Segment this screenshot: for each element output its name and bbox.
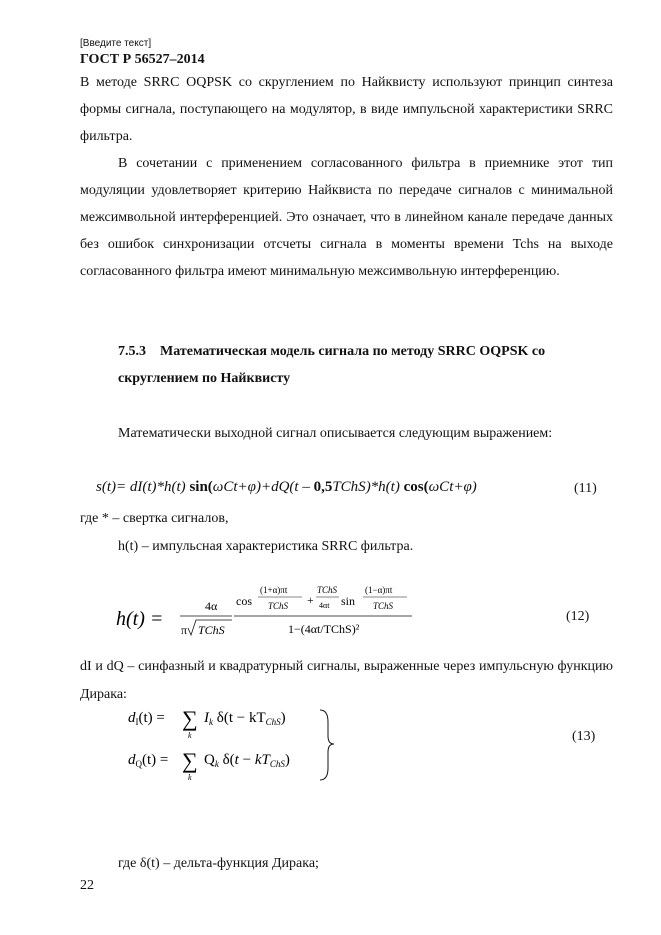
sum-icon: ∑ <box>182 706 198 731</box>
eq13-d1: $d_I(t)$ = <box>128 710 165 727</box>
brace-icon <box>320 710 334 780</box>
eq12-coef-num: 4α <box>205 599 218 613</box>
paragraph-nyquist <box>80 150 613 285</box>
eq12-cos: cos <box>236 594 252 608</box>
header-note: [Введите текст] <box>80 38 152 49</box>
eq12-denominator: 1−(4αt/TChS)² <box>288 622 360 636</box>
equation-intro: Математически выходной сигнал описывается следующим выражением: <box>118 426 553 441</box>
eq12-sin-den: TChS <box>373 601 394 611</box>
eq12-frac2-num: TChS <box>317 585 338 595</box>
eq13-q-term: $Q_k$ $\delta(t - kT_{ChS})$ <box>204 752 290 769</box>
section-number: 7.5.3 <box>118 344 146 359</box>
dirac-delta-definition: где δ(t) – дельта-функция Дирака; <box>118 856 319 871</box>
eq13-d2: $d_Q(t)$ = <box>128 752 169 769</box>
eq13-sum-index: k <box>188 773 192 782</box>
eq11-tchs: TChS <box>332 479 366 495</box>
eq11-arg1: ωCt+φ)+dQ(t – <box>212 479 314 495</box>
where-convolution: где * – свертка сигналов, <box>80 511 229 526</box>
paragraph-method <box>80 69 613 150</box>
eq12-lhs: h(t) = <box>116 608 164 630</box>
section-heading <box>118 338 613 392</box>
eq12-sin: sin <box>341 594 356 608</box>
eq12-plus: + <box>307 593 314 607</box>
eq12-coef-pi: π <box>181 623 188 637</box>
equation-13 <box>120 702 340 788</box>
eq11-cos: cos( <box>403 479 429 495</box>
eq13-i-term: $I_k$ $\delta(t - kT_{ChS})$ <box>204 710 286 727</box>
equation-12-number: (12) <box>566 609 590 624</box>
eq12-coef-t: TChS <box>198 623 225 637</box>
eq12-frac2-den: 4αt <box>319 601 330 610</box>
eq11-sin: sin( <box>189 479 213 495</box>
where-impulse: h(t) – импульсная характеристика SRRC фильтра. <box>118 539 414 554</box>
eq13-sum-index: k <box>188 731 192 740</box>
eq12-cos-den: TChS <box>268 601 289 611</box>
equation-13-number: (13) <box>572 729 596 744</box>
eq12-cos-num: (1+α)πt <box>260 585 288 595</box>
standard-title: ГОСТ Р 56527–2014 <box>80 52 205 67</box>
paragraph-text: В методе SRRC OQPSK со скруглением по Найквисту используют принцип синтеза формы сигнала, поступающего на модулятор, в виде импульсной характеристики SRRC фильтра. <box>80 75 613 144</box>
section-title: Математическая модель сигнала по методу SRRC OQPSK со скруглением по Найквисту <box>118 344 546 386</box>
equation-11-number: (11) <box>574 481 597 496</box>
eq11-lhs: s(t)= dI(t)*h(t) <box>96 479 190 495</box>
eq11-arg2: ωCt+φ) <box>428 479 477 495</box>
sum-icon: ∑ <box>182 748 198 773</box>
eq12-sin-num: (1−α)πt <box>365 585 393 595</box>
page-number: 22 <box>80 878 94 893</box>
equation-12 <box>110 580 470 650</box>
eq11-tail: )*h(t) <box>365 479 404 495</box>
equation-11 <box>96 479 477 496</box>
eq11-offset: 0,5 <box>313 479 333 495</box>
paragraph-text: В сочетании с применением согласованного фильтра в приемнике этот тип модуляции удовлетворяет критерию Найквиста по передаче сигналов с минимальной межсимвольной интерференцией. Это означает, что в линейном канале передаче данных без ошибок синхронизации отсчеты сигнала в моменты времени Tchs на выходе согласованного фильтра имеют минимальную межсимвольную интерференцию. <box>80 156 613 279</box>
dirac-description: dI и dQ – синфазный и квадратурный сигналы, выраженные через импульсную функцию Дирака: <box>80 659 613 702</box>
